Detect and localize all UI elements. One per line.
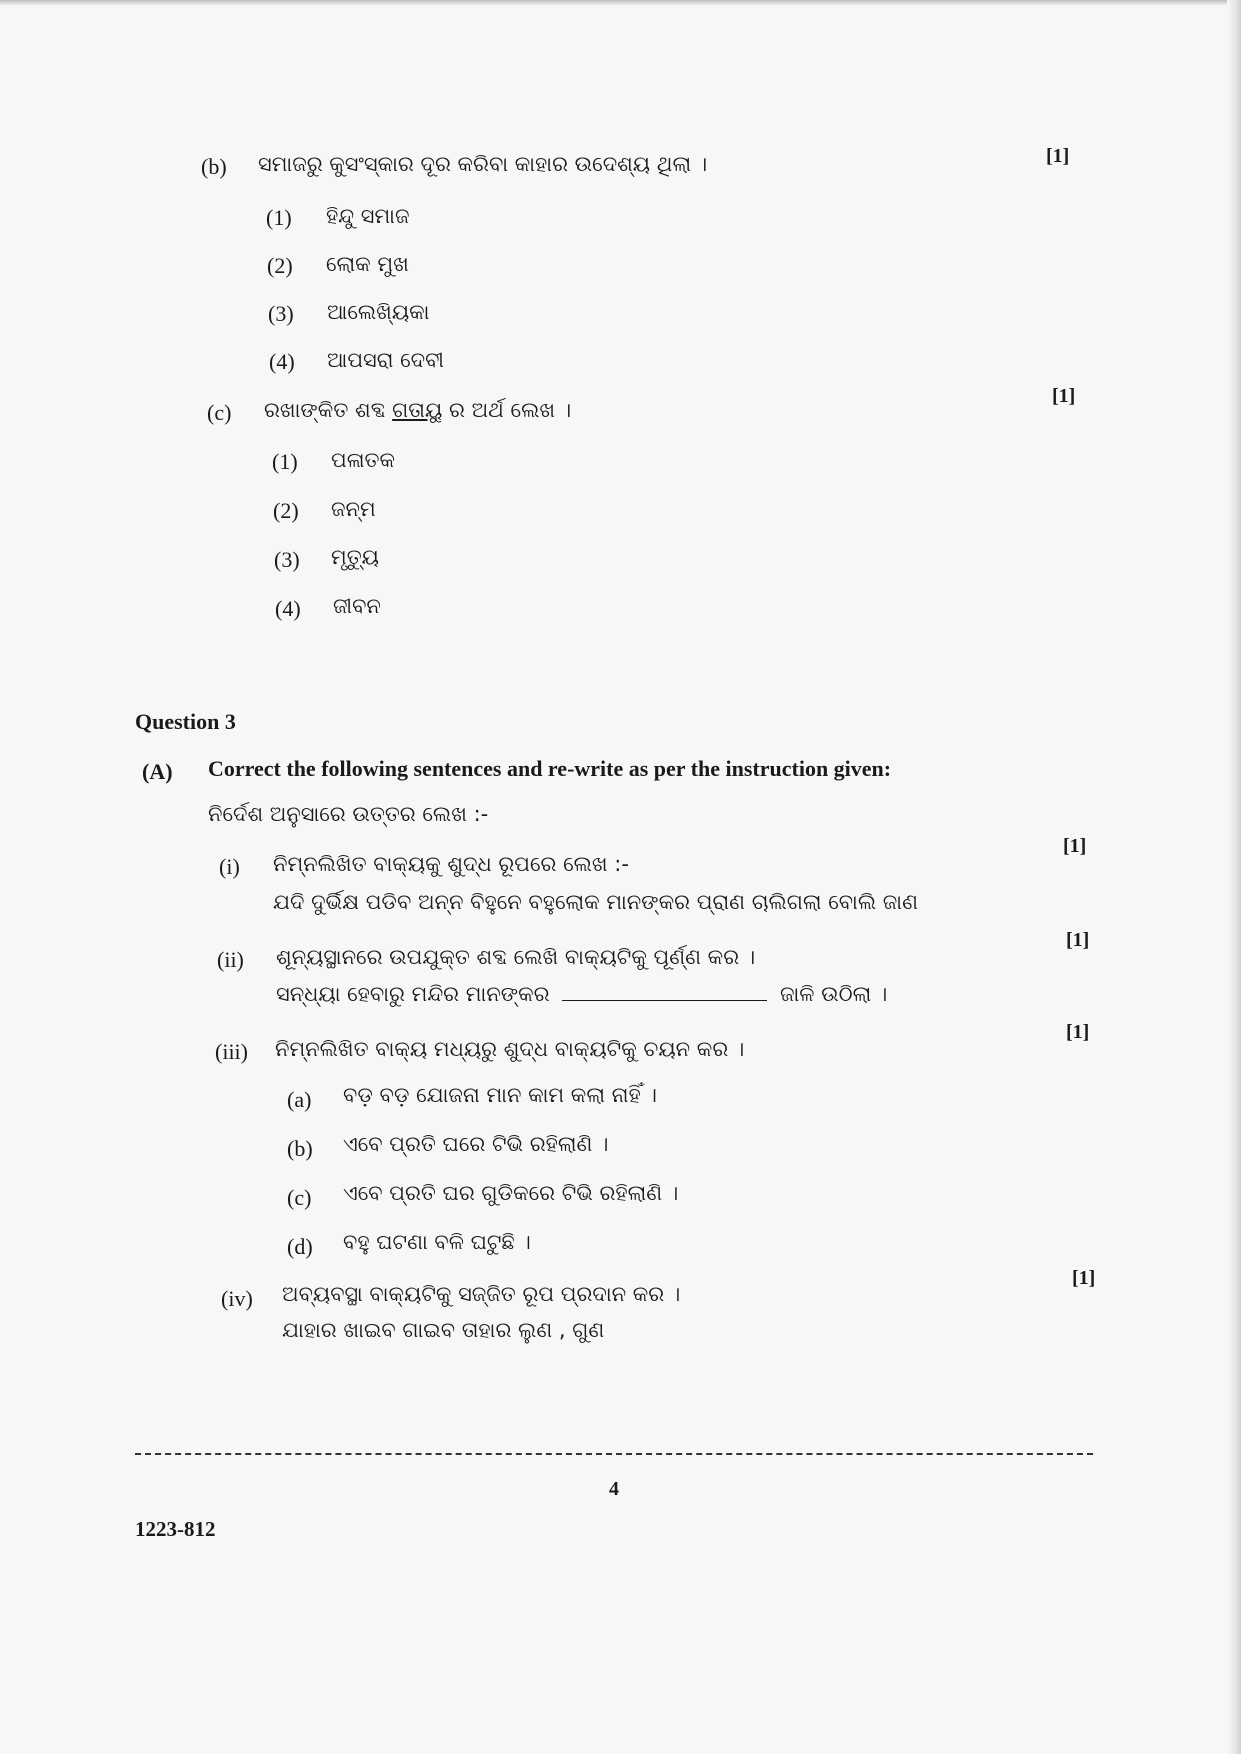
fill-in-blank [562, 1000, 767, 1001]
q3-iv-question: ଅବ୍ୟବସ୍ଥା ବାକ୍ୟଟିକୁ ସଜ୍ଜିତ ରୂପ ପ୍ରଦାନ କର । [282, 1282, 681, 1306]
q3-ii-marks: [1] [1066, 929, 1090, 951]
page-top-edge [0, 0, 1241, 6]
q3-iv-label: (iv) [221, 1286, 253, 1311]
q2b-marks: [1] [1046, 145, 1070, 167]
q2c-option-1-num: (1) [272, 449, 298, 474]
q2b-option-2: ଲୋକ ମୁଖ [326, 252, 409, 276]
q2c-text-after: ର ଅର୍ଥ ଲେଖ । [449, 398, 572, 422]
q3-partA-subheading: ନିର୍ଦେଶ ଅନୁସାରେ ଉତ୍ତର ଲେଖ :- [208, 802, 489, 826]
q3-i-question: ନିମ୍ନଲିଖିତ ବାକ୍ୟକୁ ଶୁଦ୍ଧ ରୂପରେ ଲେଖ :- [273, 852, 629, 876]
q3-iii-marks: [1] [1066, 1021, 1090, 1043]
q3-iii-option-a: ବଡ଼ ବଡ଼ ଯୋଜନା ମାନ କାମ କଲା ନାହିଁ । [343, 1083, 657, 1107]
q2b-question: ସମାଜରୁ କୁସଂସ୍କାର ଦୂର କରିବା କାହାର ଉଦେଶ୍ୟ ଥିଲା । [258, 152, 708, 176]
q2c-option-1: ପଳାତକ [331, 448, 396, 472]
page-number: 4 [609, 1478, 619, 1500]
q3-ii-question: ଶୂନ୍ୟସ୍ଥାନରେ ଉପଯୁକ୍ତ ଶବ୍ଦ ଲେଖି ବାକ୍ୟଟିକୁ ପୂର୍ଣ୍ଣ କର । [276, 945, 756, 969]
q3-iii-option-d: ବହୁ ଘଟଣା ବଳି ଘଟୁଛି । [343, 1230, 531, 1254]
question-3-title: Question 3 [135, 709, 236, 734]
q2b-option-1-num: (1) [266, 205, 292, 230]
q3-iv-marks: [1] [1072, 1267, 1096, 1289]
q2b-option-1: ହିନ୍ଦୁ ସମାଜ [326, 204, 410, 228]
q3-i-sentence: ଯଦି ଦୁର୍ଭିକ୍ଷ ପଡିବ ଅନ୍ନ ବିହୁନେ ବହୁଲୋକ ମାନଙ୍କର ପ୍ରାଣ ଚାଲିଗଲା ବୋଲି ଜାଣ [273, 890, 918, 914]
q2b-option-2-num: (2) [267, 253, 293, 278]
q3-iii-option-c: ଏବେ ପ୍ରତି ଘର ଗୁଡିକରେ ଟିଭି ରହିଲାଣି । [343, 1181, 679, 1205]
q2c-option-2-num: (2) [273, 498, 299, 523]
footer-dashed-rule [135, 1453, 1093, 1455]
q3-iii-question: ନିମ୍ନଲିଖିତ ବାକ୍ୟ ମଧ୍ୟରୁ ଶୁଦ୍ଧ ବାକ୍ୟଟିକୁ ଚୟନ କର । [275, 1037, 745, 1061]
q3-iii-option-a-num: (a) [287, 1087, 312, 1112]
q3-iii-option-b-num: (b) [287, 1136, 313, 1161]
q3-iii-option-c-num: (c) [287, 1185, 312, 1210]
q3-partA-heading: Correct the following sentences and re-write as per the instruction given: [208, 756, 892, 781]
q3-i-label: (i) [219, 854, 240, 879]
q2b-option-4-num: (4) [269, 349, 295, 374]
q2b-option-4: ଆପସରା ଦେବୀ [327, 348, 444, 372]
q2c-marks: [1] [1052, 385, 1076, 407]
q3-ii-sentence-after: ଜାଳି ଉଠିଲା । [779, 982, 888, 1006]
q2c-question [264, 398, 571, 423]
q3-partA-label: (A) [142, 759, 173, 784]
q3-iii-option-d-num: (d) [287, 1234, 313, 1259]
q2b-option-3: ଆଲେଖ୍ୟିକା [327, 300, 430, 324]
q2c-option-2: ଜନ୍ମ [331, 497, 376, 521]
q3-iii-option-b: ଏବେ ପ୍ରତି ଘରେ ଟିଭି ରହିଲାଣି । [343, 1132, 609, 1156]
q2c-option-3: ମୃତ୍ୟୁ [331, 545, 380, 569]
q3-ii-sentence [276, 982, 887, 1007]
q2c-option-3-num: (3) [274, 547, 300, 572]
q3-ii-sentence-before: ସନ୍ଧ୍ୟା ହେବାରୁ ମନ୍ଦିର ମାନଙ୍କର [276, 982, 550, 1006]
q3-iii-label: (iii) [215, 1039, 248, 1064]
q2c-label: (c) [207, 400, 232, 425]
q3-ii-label: (ii) [217, 947, 244, 972]
q2c-underlined-word: ଗତାୟୁ [392, 398, 443, 422]
q3-i-marks: [1] [1063, 835, 1087, 857]
q2c-option-4-num: (4) [275, 596, 301, 621]
page-right-edge [1227, 0, 1241, 1754]
q2c-text-before: ରଖାଙ୍କିତ ଶବ୍ଦ [264, 398, 386, 422]
q2b-label: (b) [201, 154, 227, 179]
q2b-option-3-num: (3) [268, 301, 294, 326]
q3-iv-sentence: ଯାହାର ଖାଇବ ଗାଇବ ତାହାର ଲୁଣ , ଗୁଣ [282, 1318, 605, 1342]
q2c-option-4: ଜୀବନ [333, 594, 381, 618]
paper-code: 1223-812 [135, 1517, 216, 1541]
